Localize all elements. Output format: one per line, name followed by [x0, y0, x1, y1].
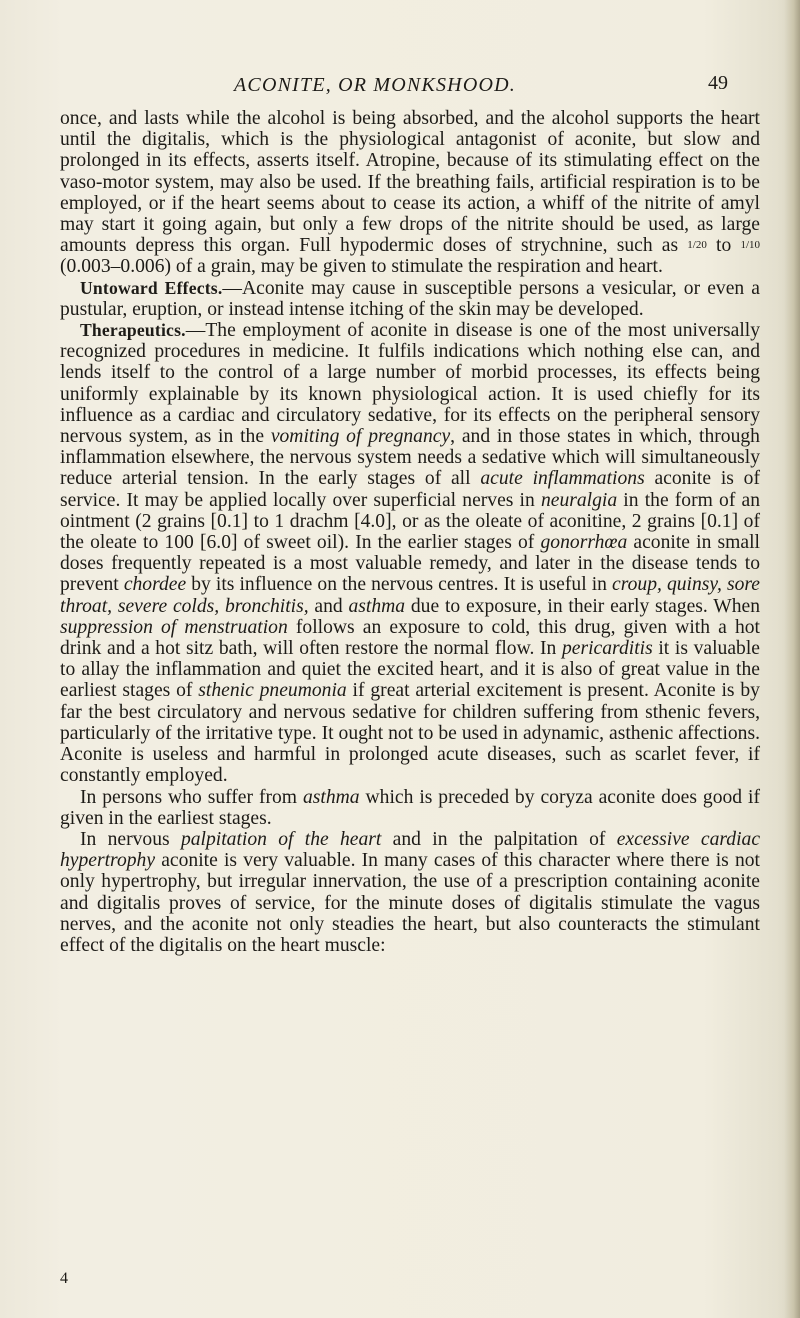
paragraph-untoward-effects: Untoward Effects.—Aconite may cause in susceptible persons a vesicular, or even a pustular, eruption, or instead intense itching of the skin may be developed. — [60, 277, 760, 320]
page-edge-shadow — [784, 0, 800, 1318]
body-text — [60, 108, 760, 956]
running-title: ACONITE, OR MONKSHOOD. — [234, 74, 516, 96]
section-heading-untoward-effects: Untoward Effects. — [80, 277, 223, 298]
fraction: 1/20 — [687, 239, 707, 252]
section-heading-therapeutics: Therapeutics. — [80, 320, 186, 341]
paragraph-antidote: once, and lasts while the alcohol is being absorbed, and the alcohol supports the heart until the digitalis, which is the physiological antagonist of aconite, but slow and prolonged in its effects, asserts itself. Atropine, because of its stimulating effect on the vaso-motor system, may also be used. If the breathing fails, artificial respiration is to be employed, or if the heart seems about to cease its action, a whiff of the nitrite of amyl may start it going again, but only a few drops of the nitrite should be used, as large amounts depress this organ. Full hypodermic doses of strychnine, such as 1/20 to 1/10 (0.003–0.006) of a grain, may be given to stimulate the respiration and heart. — [60, 108, 760, 278]
signature-mark: 4 — [60, 1270, 68, 1287]
paragraph-palpitation: In nervous palpitation of the heart and in the palpitation of excessive cardiac hypertrophy aconite is very valuable. In many cases of this character where there is not only hypertrophy, but irregular innervation, the use of a prescription containing aconite and digitalis proves of service, for the minute doses of digitalis stimulate the vagus nerves, and the aconite not only steadies the heart, but also counteracts the stimulant effect of the digitalis on the heart muscle: — [60, 828, 761, 956]
fraction: 1/10 — [740, 239, 760, 252]
page-number: 49 — [708, 72, 728, 94]
paragraph-asthma: In persons who suffer from asthma which is preceded by coryza aconite does good if given in the earliest stages. — [60, 786, 760, 829]
page-header — [60, 74, 770, 104]
paragraph-therapeutics: Therapeutics.—The employment of aconite in disease is one of the most universally recognized procedures in medicine. It fulfils indications which nothing else can, and lends itself to the control of a large number of morbid processes, its effects being uniformly explainable by its known physiological action. It is used chiefly for its influence as a cardiac and circulatory sedative, for its effects on the peripheral sensory nervous system, as in the vomiting of pregnancy, and in those states in which, through inflammation elsewhere, the nervous system needs a sedative which will simultaneously reduce arterial tension. In the early stages of all acute inflammations aconite is of service. It may be applied locally over superficial nerves in neuralgia in the form of an ointment (2 grains [0.1] to 1 drachm [4.0], or as the oleate of aconitine, 2 grains [0.1] of the oleate to 100 [6.0] of sweet oil). In the earlier stages of gonorrhœa aconite in small doses frequently repeated is a most valuable remedy, and later in the disease tends to prevent chordee by its influence on the nervous centres. It is useful in croup, quinsy, sore throat, severe colds, bronchitis, and asthma due to exposure, in their early stages. When suppression of menstruation follows an exposure to cold, this drug, given with a hot drink and a hot sitz bath, will often restore the normal flow. In pericarditis it is valuable to allay the inflammation and quiet the excited heart, and it is also of great value in the earliest stages of sthenic pneumonia if great arterial excitement is present. Aconite is by far the best circulatory and nervous sedative for children suffering from sthenic fevers, particularly of the irritative type. It ought not to be used in adynamic, asthenic affections. Aconite is useless and harmful in prolonged acute diseases, such as scarlet fever, if constantly employed. — [60, 320, 761, 787]
